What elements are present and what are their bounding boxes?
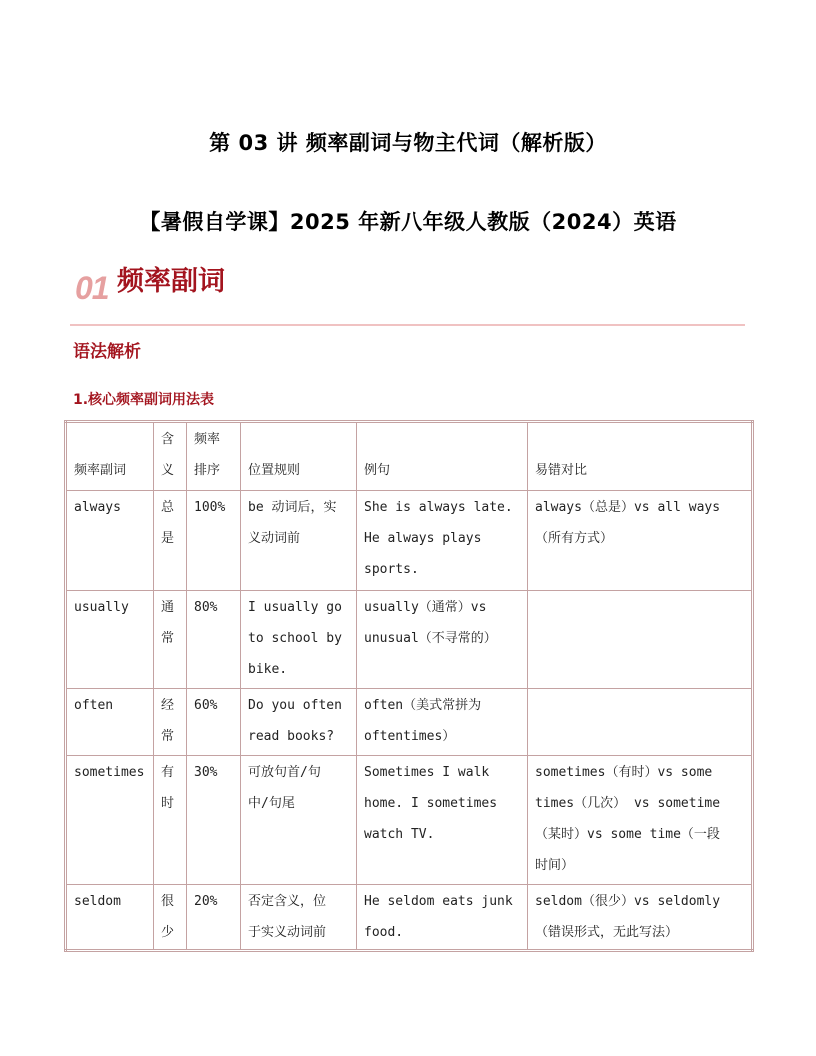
cell-frequency: 100% (187, 491, 241, 591)
cell-example: Sometimes I walk home. I sometimes watch TV. (357, 756, 528, 885)
table-row (66, 689, 753, 756)
cell-position: Do you often read books? (241, 689, 357, 756)
table-row (66, 491, 753, 591)
cell-position: 可放句首/句 中/句尾 (241, 756, 357, 885)
subsection-title: 语法解析 (73, 342, 141, 362)
table-caption: 1.核心频率副词用法表 (73, 392, 215, 408)
cell-meaning: 很 少 (154, 885, 187, 951)
cell-example: often（美式常拼为 oftentimes） (357, 689, 528, 756)
frequency-adverb-table (64, 420, 754, 952)
header-contrast: 易错对比 (528, 422, 753, 491)
header-example: 例句 (357, 422, 528, 491)
cell-adverb: always (66, 491, 154, 591)
cell-position: 否定含义，位 于实义动词前 (241, 885, 357, 951)
cell-meaning: 通 常 (154, 591, 187, 689)
cell-contrast: seldom（很少）vs seldomly （错误形式，无此写法） (528, 885, 753, 951)
cell-example: usually（通常）vs unusual（不寻常的） (357, 591, 528, 689)
cell-meaning: 有 时 (154, 756, 187, 885)
table-row (66, 591, 753, 689)
document-subtitle: 【暑假自学课】2025 年新八年级人教版（2024）英语 (139, 210, 677, 234)
cell-contrast (528, 591, 753, 689)
table-row (66, 756, 753, 885)
cell-frequency: 20% (187, 885, 241, 951)
document-title: 第 03 讲 频率副词与物主代词（解析版） (209, 131, 607, 155)
cell-adverb: usually (66, 591, 154, 689)
cell-contrast: sometimes（有时）vs some times（几次） vs sometime （某时）vs some time（一段 时间） (528, 756, 753, 885)
section-divider (70, 324, 745, 326)
cell-contrast (528, 689, 753, 756)
header-adverb: 频率副词 (66, 422, 154, 491)
table-header-row (66, 422, 753, 491)
section-title: 频率副词 (117, 266, 225, 297)
cell-example: He seldom eats junk food. (357, 885, 528, 951)
cell-meaning: 总 是 (154, 491, 187, 591)
cell-frequency: 80% (187, 591, 241, 689)
cell-position: be 动词后，实 义动词前 (241, 491, 357, 591)
table-row (66, 885, 753, 951)
section-number: 01 (75, 270, 109, 306)
header-meaning: 含 义 (154, 422, 187, 491)
cell-adverb: seldom (66, 885, 154, 951)
cell-meaning: 经 常 (154, 689, 187, 756)
cell-position: I usually go to school by bike. (241, 591, 357, 689)
cell-example: She is always late. He always plays sports. (357, 491, 528, 591)
cell-contrast: always（总是）vs all ways （所有方式） (528, 491, 753, 591)
cell-frequency: 60% (187, 689, 241, 756)
header-frequency: 频率 排序 (187, 422, 241, 491)
header-position: 位置规则 (241, 422, 357, 491)
cell-adverb: often (66, 689, 154, 756)
cell-adverb: sometimes (66, 756, 154, 885)
cell-frequency: 30% (187, 756, 241, 885)
